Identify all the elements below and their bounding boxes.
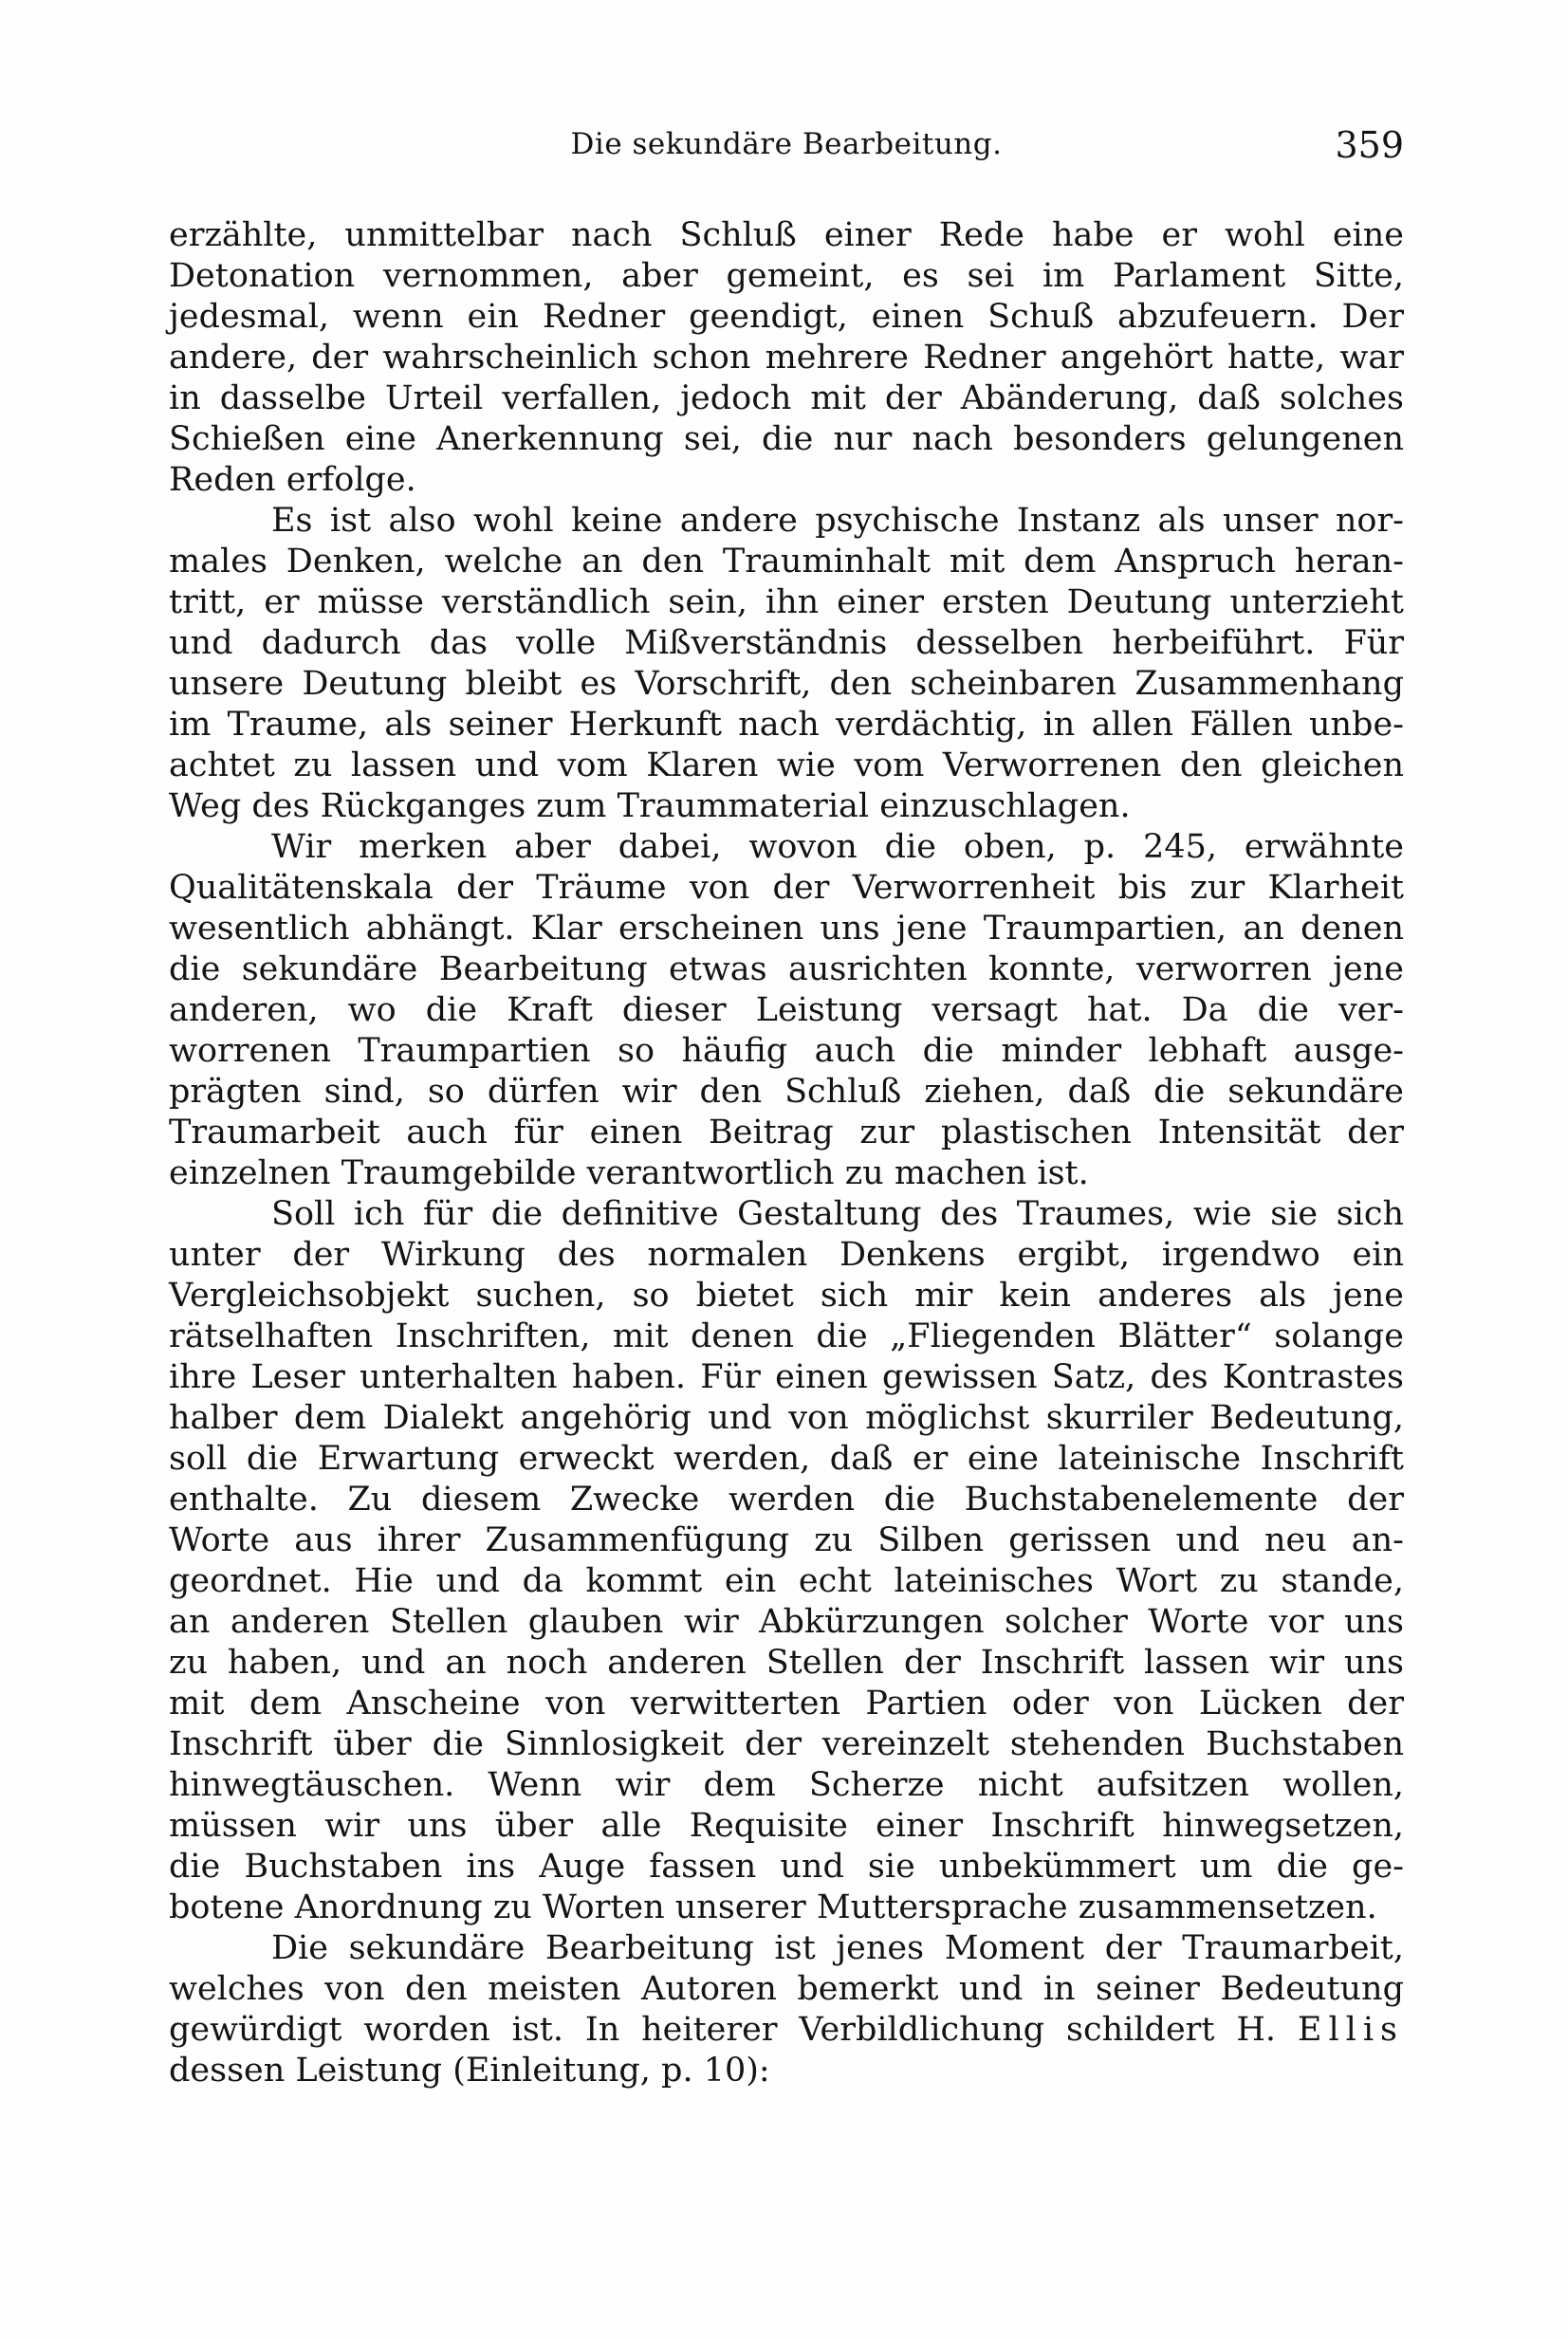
body-text: [169, 215, 1404, 2091]
text-line: Worte aus ihrer Zusammenfügung zu Silben gerissen und neu an-: [169, 1521, 1404, 1559]
text-line: unsere Deutung bleibt es Vorschrift, den scheinbaren Zusammenhang: [169, 665, 1404, 703]
text-line: Schießen eine Anerkennung sei, die nur nach besonders gelungenen: [169, 420, 1404, 458]
text-line: geordnet. Hie und da kommt ein echt lateinisches Wort zu stande,: [169, 1562, 1404, 1600]
text-line: achtet zu lassen und vom Klaren wie vom Verworrenen den gleichen: [169, 746, 1404, 784]
text-line: gewürdigt worden ist. In heiterer Verbildlichung schildert H. Ellis: [169, 2011, 1404, 2049]
text-line: die sekundäre Bearbeitung etwas ausrichten konnte, verworren jene: [169, 950, 1404, 988]
text-line: welches von den meisten Autoren bemerkt und in seiner Bedeutung: [169, 1970, 1404, 2008]
text-line: im Traume, als seiner Herkunft nach verdächtig, in allen Fällen unbe-: [169, 706, 1404, 744]
text-line: botene Anordnung zu Worten unserer Muttersprache zusammensetzen.: [169, 1888, 1377, 1926]
text-line: die Buchstaben ins Auge fassen und sie unbekümmert um die ge-: [169, 1848, 1404, 1886]
text-line: erzählte, unmittelbar nach Schluß einer Rede habe er wohl eine: [169, 216, 1404, 254]
text-line: Soll ich für die definitive Gestaltung des Traumes, wie sie sich: [271, 1195, 1404, 1233]
text-line: dessen Leistung (Einleitung, p. 10):: [169, 2052, 770, 2090]
text-line: males Denken, welche an den Trauminhalt mit dem Anspruch heran-: [169, 543, 1404, 580]
text-line: anderen, wo die Kraft dieser Leistung versagt hat. Da die ver-: [169, 991, 1404, 1029]
text-line: tritt, er müsse verständlich sein, ihn einer ersten Deutung unterzieht: [169, 583, 1404, 621]
running-header: [169, 121, 1404, 169]
text-line: prägten sind, so dürfen wir den Schluß ziehen, daß die sekundäre: [169, 1073, 1404, 1111]
text-line: enthalte. Zu diesem Zwecke werden die Buchstabenelemente der: [169, 1481, 1404, 1519]
running-head-title: Die sekundäre Bearbeitung.: [570, 127, 1003, 161]
text-line: Wir merken aber dabei, wovon die oben, p. 245, erwähnte: [271, 828, 1404, 866]
text-line: Die sekundäre Bearbeitung ist jenes Moment der Traumarbeit,: [271, 1929, 1404, 1967]
text-line: unter der Wirkung des normalen Denkens ergibt, irgendwo ein: [169, 1236, 1404, 1274]
text-line: Es ist also wohl keine andere psychische Instanz als unser nor-: [271, 502, 1404, 540]
text-line: Qualitätenskala der Träume von der Verworrenheit bis zur Klarheit: [169, 869, 1404, 907]
text-line: Weg des Rückganges zum Traummaterial einzuschlagen.: [169, 787, 1131, 825]
text-line: in dasselbe Urteil verfallen, jedoch mit der Abänderung, daß solches: [169, 379, 1404, 417]
text-line: Traumarbeit auch für einen Beitrag zur plastischen Intensität der: [169, 1114, 1404, 1151]
text-line: jedesmal, wenn ein Redner geendigt, einen Schuß abzufeuern. Der: [169, 298, 1404, 336]
text-line: und dadurch das volle Mißverständnis desselben herbeiführt. Für: [169, 624, 1404, 662]
text-line: rätselhaften Inschriften, mit denen die „Fliegenden Blätter“ solange: [169, 1317, 1404, 1355]
letterspaced-author-name: Ellis: [1297, 2011, 1404, 2049]
text-line: wesentlich abhängt. Klar erscheinen uns jene Traumpartien, an denen: [169, 910, 1404, 948]
text-line: hinwegtäuschen. Wenn wir dem Scherze nicht aufsitzen wollen,: [169, 1766, 1404, 1804]
text-line: Inschrift über die Sinnlosigkeit der vereinzelt stehenden Buchstaben: [169, 1725, 1404, 1763]
text-line: worrenen Traumpartien so häufig auch die minder lebhaft ausge-: [169, 1032, 1404, 1070]
text-line: an anderen Stellen glauben wir Abkürzungen solcher Worte vor uns: [169, 1603, 1404, 1641]
text-line: halber dem Dialekt angehörig und von möglichst skurriler Bedeutung,: [169, 1399, 1404, 1437]
text-line: ihre Leser unterhalten haben. Für einen gewissen Satz, des Kontrastes: [169, 1358, 1404, 1396]
text-line: Reden erfolge.: [169, 461, 416, 499]
text-line: mit dem Anscheine von verwitterten Partien oder von Lücken der: [169, 1685, 1404, 1722]
text-line: andere, der wahrscheinlich schon mehrere Redner angehört hatte, war: [169, 339, 1404, 377]
text-line: zu haben, und an noch anderen Stellen der Inschrift lassen wir uns: [169, 1644, 1404, 1682]
text-line: Vergleichsobjekt suchen, so bietet sich mir kein anderes als jene: [169, 1277, 1404, 1315]
text-line: soll die Erwartung erweckt werden, daß er eine lateinische Inschrift: [169, 1440, 1404, 1478]
text-line: Detonation vernommen, aber gemeint, es sei im Parlament Sitte,: [169, 257, 1404, 295]
page-number: 359: [1335, 124, 1404, 166]
text-line: einzelnen Traumgebilde verantwortlich zu machen ist.: [169, 1154, 1089, 1192]
text-line: müssen wir uns über alle Requisite einer Inschrift hinwegsetzen,: [169, 1807, 1404, 1845]
